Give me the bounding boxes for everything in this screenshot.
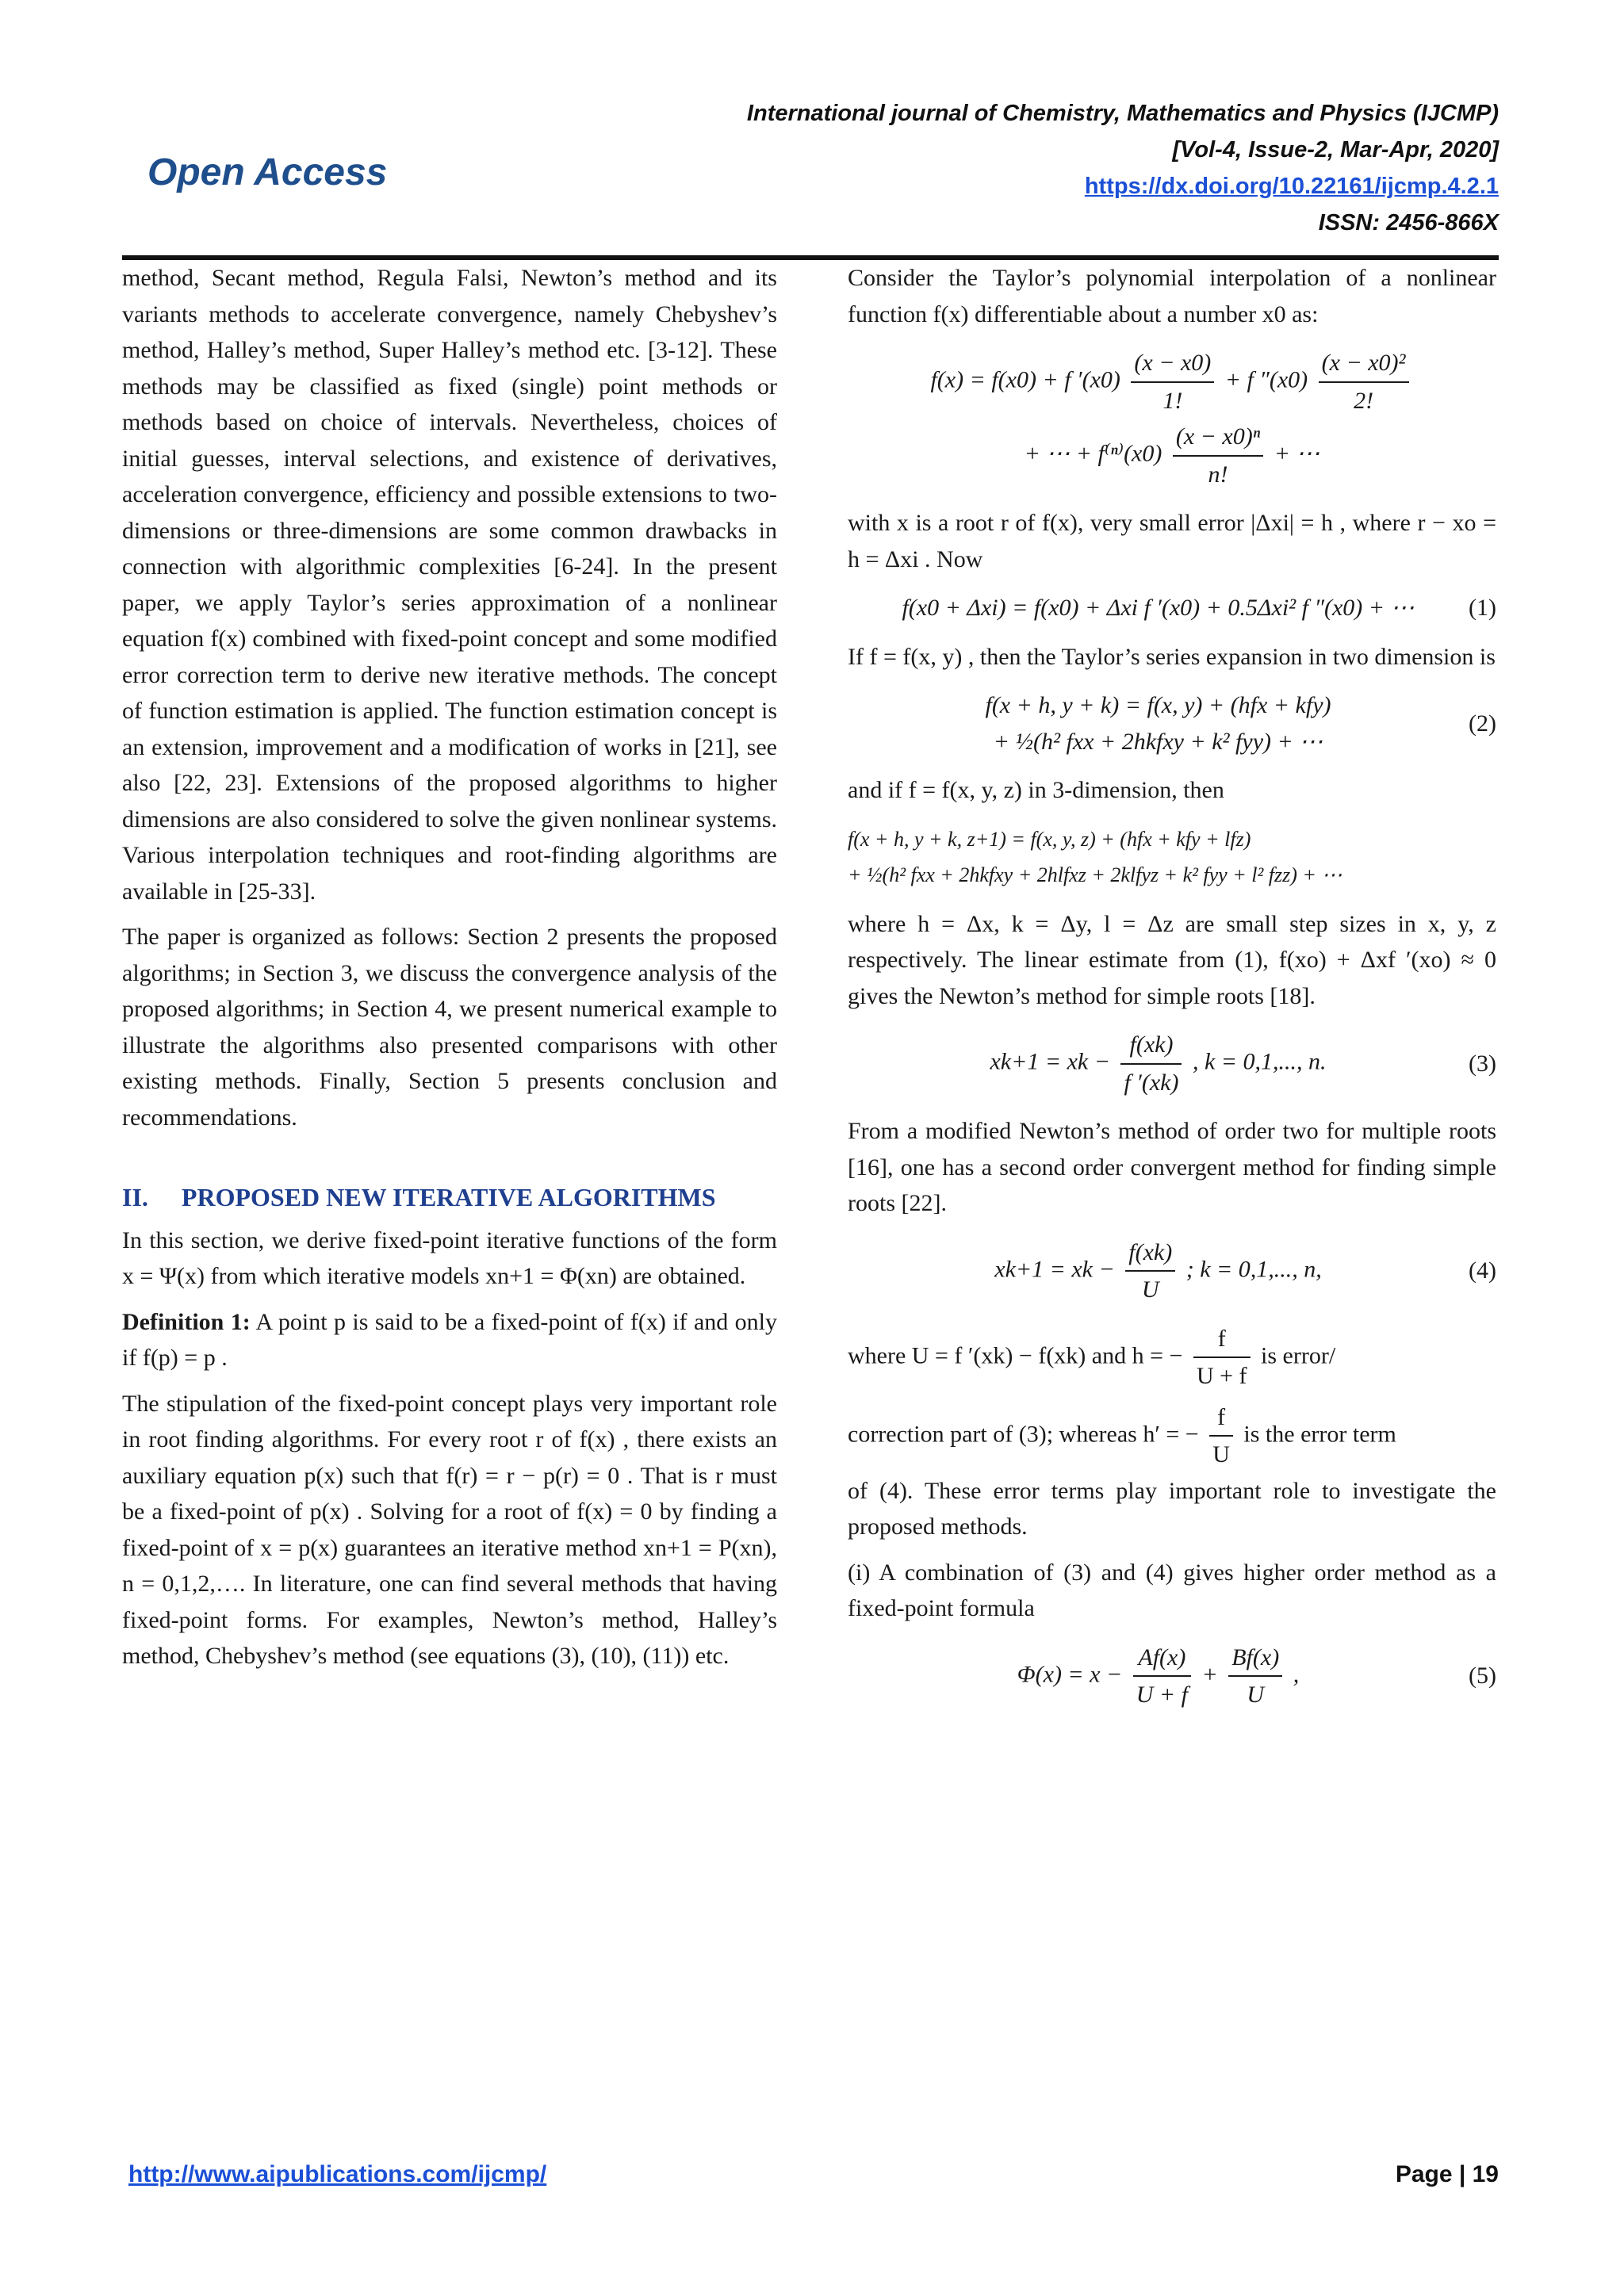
equation-4-rhs: ; k = 0,1,..., n, xyxy=(1185,1255,1322,1282)
paragraph-intro-continued: method, Secant method, Regula Falsi, Newton’s method and its variants methods to accelerate convergence, namely Chebyshev’s method, Halley’s method, Super Halley’s method etc. [3-12]. These methods may be classified as fixed (single) point methods or methods based on choice of intervals. Nevertheless, choices of initial guesses, interval selections, and existence of derivatives, acceleration convergence, efficiency and possible extensions to two-dimensions or three-dimensions are some common drawbacks in connection with algorithmic complexities [6-24]. In the present paper, we apply Taylor’s series approximation of a nonlinear equation f(x) combined with fixed-point concept and some modified error correction term to derive new iterative methods. The concept of function estimation is applied. The function estimation concept is an extension, improvement and a modification of works in [21], see also [22, 23]. Extensions of the proposed algorithms to higher dimensions are also considered to solve the given nonlinear systems. Various interpolation techniques and root-finding algorithms are available in [25-33]. xyxy=(122,265,777,905)
paragraph-step-sizes: where h = Δx, k = Δy, l = Δz are small step sizes in x, y, z respectively. The linear estimate from (1), f(xo) + Δxf ′(xo) ≈ 0 gives the Newton’s method for simple roots [18]. xyxy=(848,910,1496,1009)
equation-4-tag: (4) xyxy=(1469,1257,1496,1284)
equation-3-fraction xyxy=(1120,1027,1182,1100)
section-title: PROPOSED NEW ITERATIVE ALGORITHMS xyxy=(181,1183,716,1211)
equation-3 xyxy=(848,1027,1496,1100)
taylor-fraction-2 xyxy=(1319,345,1409,419)
equation-3-lhs: xk+1 = xk − xyxy=(990,1048,1110,1075)
taylor-mid: + f ″(x0) xyxy=(1224,366,1308,393)
error-h-fraction xyxy=(1193,1321,1251,1395)
taylor-fn-den: n! xyxy=(1208,461,1228,488)
doi-link[interactable]: https://dx.doi.org/10.22161/ijcmp.4.2.1 xyxy=(1084,174,1499,199)
taylor-lhs: f(x) = f(x0) + f ′(x0) xyxy=(930,366,1120,393)
correction-text: correction part of (3); whereas h′ = − xyxy=(848,1420,1199,1447)
taylor-line2-post: + ⋯ xyxy=(1274,440,1320,467)
where-u-tail: is error/ xyxy=(1261,1341,1336,1368)
paragraph-two-dim: If f = f(x, y) , then the Taylor’s series expansion in two dimension is xyxy=(848,643,1496,670)
equation-5-fraction-2 xyxy=(1228,1640,1282,1713)
paragraph-where-u xyxy=(848,1321,1496,1395)
left-column xyxy=(122,260,777,1674)
correction-tail: is the error term xyxy=(1243,1420,1396,1447)
equation-3-num: f(xk) xyxy=(1120,1027,1182,1065)
taylor-expansion-equation xyxy=(848,345,1496,492)
issn: ISSN: 2456-866X xyxy=(1318,210,1499,235)
where-u-text: where U = f ′(xk) − f(xk) and h = − xyxy=(848,1341,1183,1368)
equation-4 xyxy=(848,1234,1496,1308)
equation-3d xyxy=(848,821,1496,894)
equation-3d-line-2: + ½(h² fxx + 2hkfxy + 2hlfxz + 2klfyz + k² fyy + l² fzz) + ⋯ xyxy=(848,863,1342,886)
equation-2 xyxy=(848,687,1496,760)
equation-5-lhs: Φ(x) = x − xyxy=(1017,1660,1123,1687)
paragraph-error: with x is a root r of f(x), very small error |Δxi| = h , where r − xo = h = Δxi . Now xyxy=(848,510,1496,572)
equation-3d-line-1: f(x + h, y + k, z+1) = f(x, y, z) + (hfx + kfy + lfz) xyxy=(848,827,1251,851)
paragraph-section-intro: In this section, we derive fixed-point iterative functions of the form x = Ψ(x) from which iterative models xn+1 = Φ(xn) are obtained. xyxy=(122,1226,777,1289)
paragraph-fixed-point: The stipulation of the fixed-point concept plays very important role in root finding algorithms. For every root r of f(x) , there exists an auxiliary equation p(x) such that f(r) = r − p(r) = 0 . That is r must be a fixed-point of p(x) . Solving for a root of f(x) = 0 by finding a fixed-point of x = p(x) guarantees an iterative method xn+1 = P(xn), n = 0,1,2,…. In literature, one can find several methods that having fixed-point forms. For examples, Newton’s method, Halley’s method, Chebyshev’s method (see equations (3), (10), (11)) etc. xyxy=(122,1390,777,1669)
error-hprime-fraction xyxy=(1209,1399,1233,1473)
open-access-label: Open Access xyxy=(147,151,388,193)
equation-5-f1-num: Af(x) xyxy=(1133,1640,1191,1678)
equation-3-rhs: , k = 0,1,..., n. xyxy=(1192,1048,1327,1075)
volume-issue: [Vol-4, Issue-2, Mar-Apr, 2020] xyxy=(1172,137,1499,163)
section-number: II. xyxy=(122,1183,148,1211)
error-h-den: U + f xyxy=(1196,1363,1247,1389)
taylor-f1-num: (x − x0) xyxy=(1131,345,1214,383)
paragraph-organization: The paper is organized as follows: Section 2 presents the proposed algorithms; in Section 3, we discuss the convergence analysis of the proposed algorithms; in Section 4, we present numerical example to illustrate the algorithms also presented comparisons with other existing methods. Finally, Section 5 presents conclusion and recommendations. xyxy=(122,924,777,1131)
taylor-line2-pre: + ⋯ + f⁽ⁿ⁾(x0) xyxy=(1024,440,1162,467)
definition-text: A point p is said to be a fixed-point of f(x) if and only if f(p) = p . xyxy=(122,1308,777,1371)
error-h-num: f xyxy=(1193,1321,1251,1359)
paragraph-combination: (i) A combination of (3) and (4) gives higher order method as a fixed-point formula xyxy=(848,1559,1496,1621)
equation-4-den: U xyxy=(1141,1276,1159,1303)
taylor-f2-num: (x − x0)² xyxy=(1319,345,1409,383)
equation-1-body: f(x0 + Δxi) = f(x0) + Δxi f ′(x0) + 0.5Δxi² f ″(x0) + ⋯ xyxy=(902,595,1415,621)
equation-5-f2-den: U xyxy=(1247,1682,1265,1708)
taylor-f2-den: 2! xyxy=(1354,387,1374,414)
paragraph-error-terms: of (4). These error terms play important role to investigate the proposed methods. xyxy=(848,1477,1496,1540)
equation-2-line-2: + ½(h² fxx + 2hkfxy + k² fyy) + ⋯ xyxy=(993,728,1323,755)
equation-5-fraction-1 xyxy=(1133,1640,1191,1713)
taylor-fraction-1 xyxy=(1131,345,1214,419)
journal-header xyxy=(747,95,1499,241)
paragraph-modified-newton: From a modified Newton’s method of order two for multiple roots [16], one has a second order convergent method for finding simple roots [22]. xyxy=(848,1118,1496,1216)
right-column xyxy=(848,260,1496,1726)
error-hprime-den: U xyxy=(1212,1441,1230,1468)
error-hprime-num: f xyxy=(1209,1399,1233,1437)
equation-3-tag: (3) xyxy=(1469,1050,1496,1077)
paragraph-correction xyxy=(848,1399,1496,1473)
equation-2-line-1: f(x + h, y + k) = f(x, y) + (hfx + kfy) xyxy=(985,692,1331,718)
page-number: Page | 19 xyxy=(1395,2161,1499,2187)
equation-5-f2-num: Bf(x) xyxy=(1228,1640,1282,1678)
equation-4-fraction xyxy=(1125,1234,1175,1308)
equation-5 xyxy=(848,1640,1496,1713)
definition-label: Definition 1: xyxy=(122,1308,251,1335)
equation-4-num: f(xk) xyxy=(1125,1234,1175,1272)
equation-3-den: f ′(xk) xyxy=(1124,1069,1179,1096)
footer-url-link[interactable]: http://www.aipublications.com/ijcmp/ xyxy=(128,2161,547,2187)
taylor-f1-den: 1! xyxy=(1162,387,1183,414)
equation-1 xyxy=(848,590,1496,626)
equation-1-tag: (1) xyxy=(1469,595,1496,621)
taylor-fn-num: (x − x0)ⁿ xyxy=(1173,419,1263,457)
equation-2-tag: (2) xyxy=(1469,710,1496,737)
paragraph-three-dim: and if f = f(x, y, z) in 3-dimension, then xyxy=(848,777,1224,803)
section-heading xyxy=(122,1180,777,1216)
equation-5-f1-den: U + f xyxy=(1136,1682,1188,1708)
definition-1 xyxy=(122,1304,777,1376)
equation-5-tag: (5) xyxy=(1469,1663,1496,1689)
equation-4-lhs: xk+1 = xk − xyxy=(994,1255,1115,1282)
equation-5-plus: + xyxy=(1201,1660,1218,1687)
taylor-fraction-n xyxy=(1173,419,1263,492)
equation-5-comma: , xyxy=(1293,1660,1300,1687)
paragraph-taylor-intro: Consider the Taylor’s polynomial interpolation of a nonlinear function f(x) differentiable about a number x0 as: xyxy=(848,265,1496,327)
journal-title: International journal of Chemistry, Mathematics and Physics (IJCMP) xyxy=(746,101,1499,126)
